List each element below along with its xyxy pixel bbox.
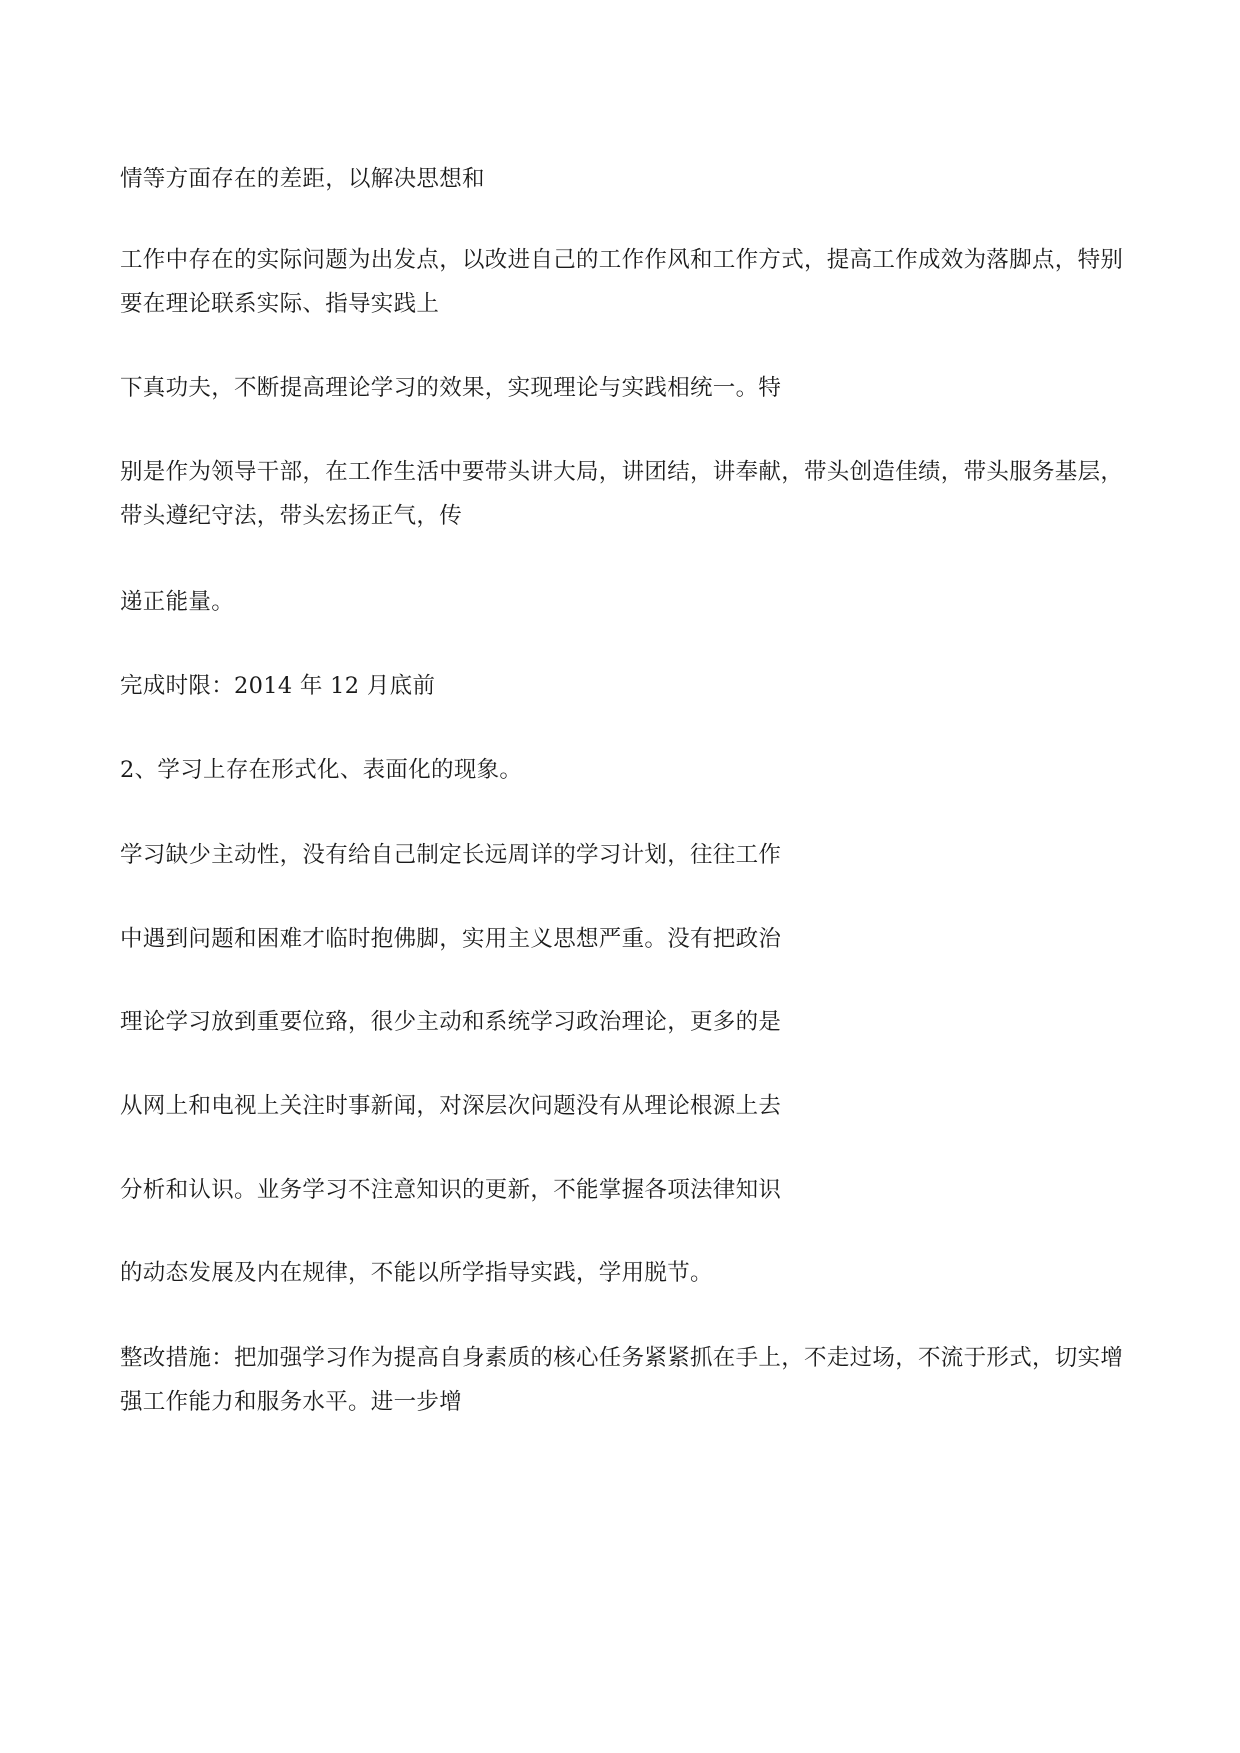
paragraph-5: 递正能量。 (120, 589, 235, 615)
paragraph-14: 整改措施：把加强学习作为提高自身素质的核心任务紧紧抓在手上，不走过场，不流于形式，切实增强工作能力和服务水平。进一步增 (120, 1345, 1124, 1415)
paragraph-4: 别是作为领导干部，在工作生活中要带头讲大局，讲团结，讲奉献，带头创造佳绩，带头服务基层，带头遵纪守法，带头宏扬正气，传 (120, 459, 1124, 529)
paragraph-3: 下真功夫，不断提高理论学习的效果，实现理论与实践相统一。特 (120, 375, 782, 401)
paragraph-2: 工作中存在的实际问题为出发点，以改进自己的工作作风和工作方式，提高工作成效为落脚点，特别要在理论联系实际、指导实践上 (120, 247, 1124, 317)
paragraph-10: 理论学习放到重要位臵，很少主动和系统学习政治理论，更多的是 (120, 1009, 782, 1035)
paragraph-8: 学习缺少主动性，没有给自己制定长远周详的学习计划，往往工作 (120, 842, 782, 868)
paragraph-9: 中遇到问题和困难才临时抱佛脚，实用主义思想严重。没有把政治 (120, 926, 782, 952)
paragraph-6: 完成时限：2014 年 12 月底前 (120, 673, 436, 699)
paragraph-7: 2、学习上存在形式化、表面化的现象。 (120, 757, 523, 783)
paragraph-1: 情等方面存在的差距，以解决思想和 (120, 166, 485, 192)
paragraph-12: 分析和认识。业务学习不注意知识的更新，不能掌握各项法律知识 (120, 1177, 782, 1203)
paragraph-11: 从网上和电视上关注时事新闻，对深层次问题没有从理论根源上去 (120, 1093, 782, 1119)
paragraph-13: 的动态发展及内在规律，不能以所学指导实践，学用脱节。 (120, 1260, 713, 1286)
